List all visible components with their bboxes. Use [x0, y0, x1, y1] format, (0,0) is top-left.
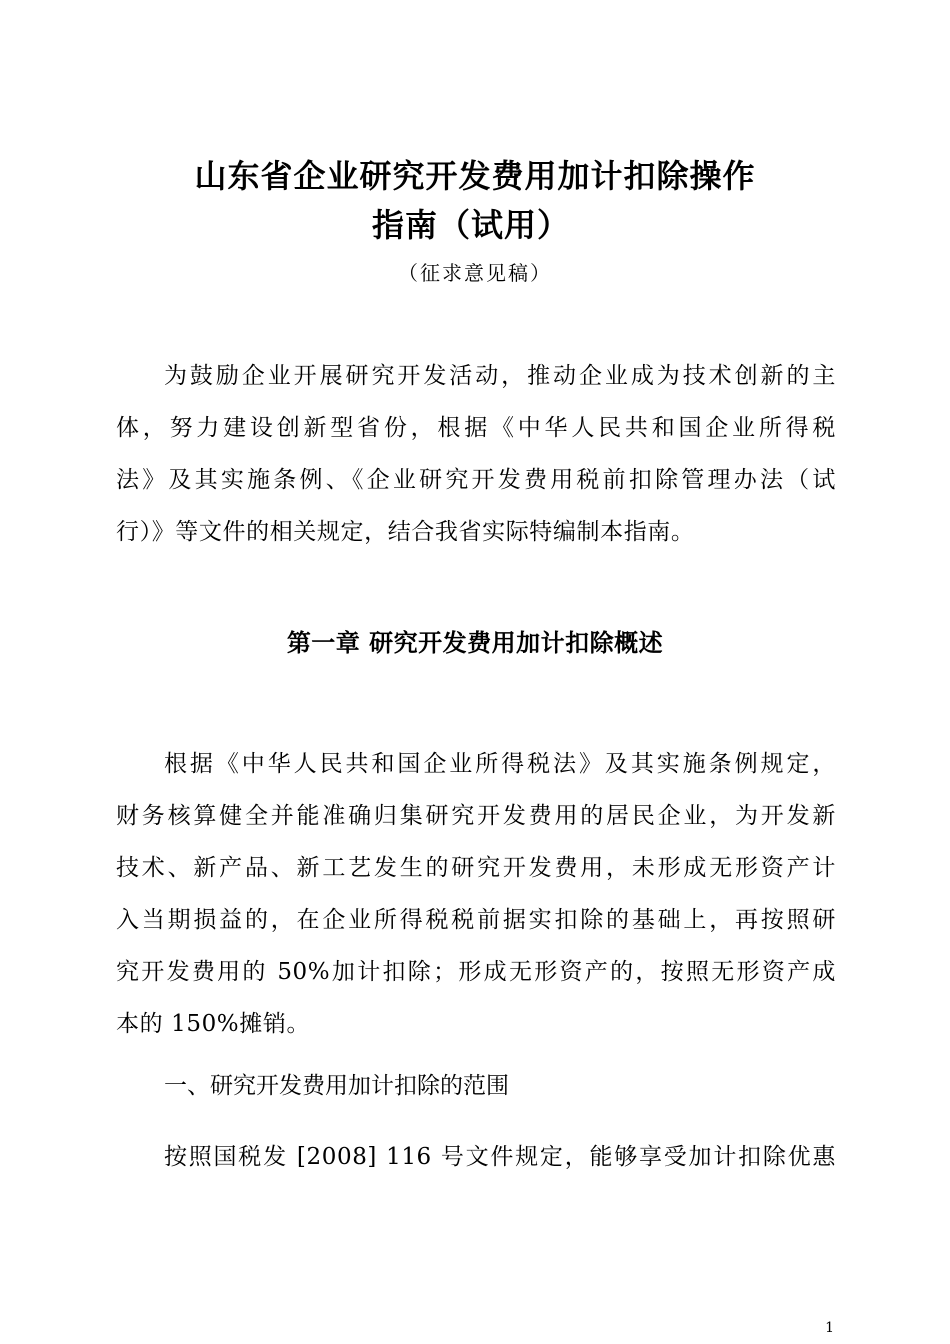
- paragraph-line: 按照国税发 [2008] 116 号文件规定，能够享受加计扣除优惠: [164, 1144, 836, 1170]
- paragraph-line: 技术、新产品、新工艺发生的研究开发费用，未形成无形资产计: [116, 855, 836, 881]
- paragraph-line: 为鼓励企业开展研究开发活动，推动企业成为技术创新的主: [164, 363, 836, 389]
- section-paragraph: [116, 1131, 836, 1183]
- paragraph-line: 财务核算健全并能准确归集研究开发费用的居民企业，为开发新: [116, 803, 836, 829]
- chapter-paragraph: [116, 738, 836, 1050]
- paragraph-line: 入当期损益的，在企业所得税税前据实扣除的基础上，再按照研: [116, 907, 836, 933]
- intro-paragraph: [116, 350, 836, 558]
- paragraph-line: 法》及其实施条例、《企业研究开发费用税前扣除管理办法（试: [116, 467, 836, 493]
- section-heading: 一、研究开发费用加计扣除的范围: [164, 1073, 509, 1099]
- paragraph-line: 体，努力建设创新型省份，根据《中华人民共和国企业所得税: [116, 415, 836, 441]
- paragraph-line: 根据《中华人民共和国企业所得税法》及其实施条例规定，: [164, 751, 836, 777]
- paragraph-line: 行）》等文件的相关规定，结合我省实际特编制本指南。: [116, 519, 695, 545]
- page-number: 1: [825, 1320, 834, 1336]
- chapter-heading: 第一章 研究开发费用加计扣除概述: [286, 628, 664, 657]
- document-title-line-1: 山东省企业研究开发费用加计扣除操作: [194, 157, 756, 195]
- paragraph-line: 究开发费用的 50%加计扣除；形成无形资产的，按照无形资产成: [116, 959, 836, 985]
- paragraph-line: 本的 150%摊销。: [116, 1011, 311, 1037]
- document-subtitle: （征求意见稿）: [398, 261, 552, 285]
- document-title-line-2: 指南（试用）: [371, 206, 570, 244]
